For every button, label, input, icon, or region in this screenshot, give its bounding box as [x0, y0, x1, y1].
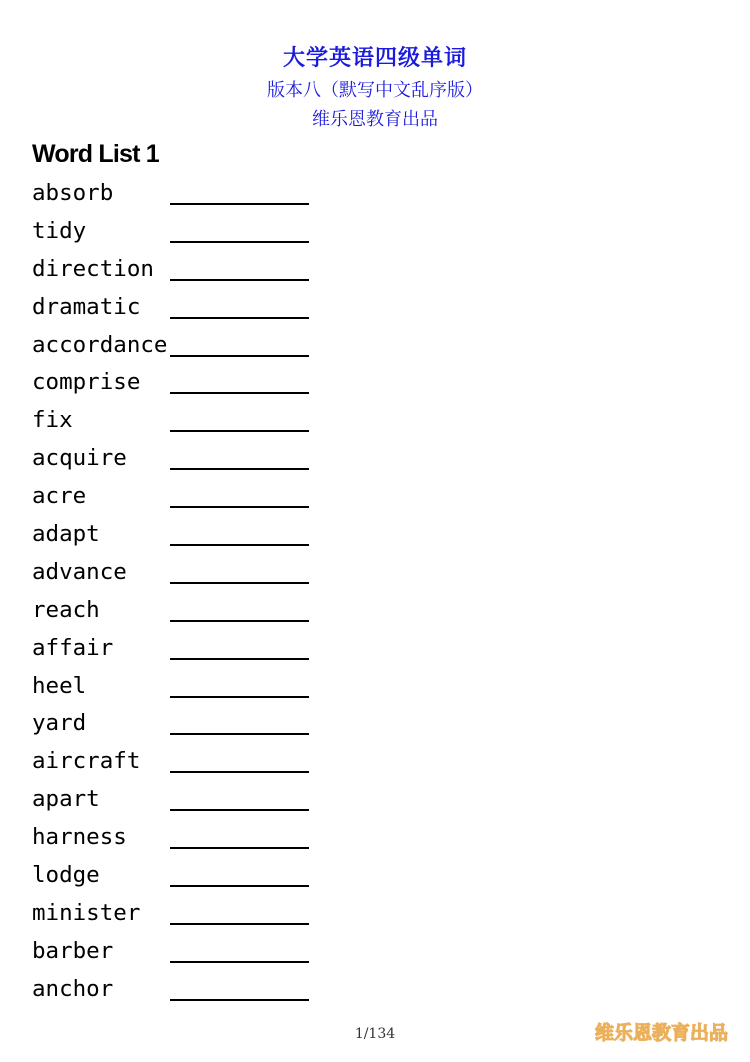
- vocabulary-word: harness: [32, 824, 127, 851]
- word-row: [32, 933, 332, 971]
- answer-blank: [170, 847, 309, 849]
- word-row: [32, 402, 332, 440]
- vocabulary-word: fix: [32, 407, 73, 434]
- word-row: [32, 743, 332, 781]
- word-row: [32, 630, 332, 668]
- word-row: [32, 175, 332, 213]
- page-number: 1/134: [354, 1026, 396, 1042]
- answer-blank: [170, 885, 309, 887]
- vocabulary-word: aircraft: [32, 748, 141, 775]
- vocabulary-word: dramatic: [32, 293, 141, 320]
- vocabulary-word: absorb: [32, 180, 114, 206]
- vocabulary-word: anchor: [32, 975, 114, 1002]
- document-subtitle: 版本八（默写中文乱序版）: [267, 80, 483, 101]
- word-row: [32, 554, 332, 592]
- answer-blank: [170, 392, 309, 394]
- answer-blank: [170, 696, 309, 698]
- word-row: [32, 705, 332, 743]
- word-row: [32, 440, 332, 478]
- answer-blank: [170, 355, 309, 357]
- publisher-line: 维乐恩教育出品: [312, 109, 438, 130]
- answer-blank: [170, 923, 309, 925]
- answer-blank: [170, 999, 309, 1001]
- document-header: [0, 42, 750, 134]
- vocabulary-word: heel: [32, 672, 87, 699]
- answer-blank: [170, 430, 309, 432]
- vocabulary-word: tidy: [32, 217, 87, 244]
- vocabulary-word: accordance: [32, 331, 168, 358]
- word-list-title: Word List 1: [32, 140, 159, 168]
- word-row: [32, 819, 332, 857]
- word-list: [32, 175, 332, 1009]
- vocabulary-word: affair: [32, 634, 114, 661]
- vocabulary-word: acquire: [32, 445, 127, 472]
- vocabulary-word: minister: [32, 899, 141, 926]
- answer-blank: [170, 658, 309, 660]
- word-row: [32, 327, 332, 365]
- answer-blank: [170, 506, 309, 508]
- word-row: [32, 364, 332, 402]
- answer-blank: [170, 733, 309, 735]
- answer-blank: [170, 241, 309, 243]
- word-row: [32, 857, 332, 895]
- answer-blank: [170, 279, 309, 281]
- answer-blank: [170, 620, 309, 622]
- vocabulary-word: adapt: [32, 521, 100, 548]
- answer-blank: [170, 961, 309, 963]
- vocabulary-word: direction: [32, 255, 154, 282]
- vocabulary-word: acre: [32, 483, 87, 510]
- answer-blank: [170, 582, 309, 584]
- vocabulary-word: advance: [32, 558, 127, 585]
- word-row: [32, 895, 332, 933]
- vocabulary-word: yard: [32, 710, 87, 737]
- answer-blank: [170, 771, 309, 773]
- answer-blank: [170, 317, 309, 319]
- word-row: [32, 971, 332, 1009]
- answer-blank: [170, 809, 309, 811]
- vocabulary-word: barber: [32, 937, 114, 964]
- word-row: [32, 516, 332, 554]
- watermark-logo: 维乐恩教育出品: [594, 1022, 728, 1044]
- word-row: [32, 668, 332, 706]
- vocabulary-word: lodge: [32, 862, 100, 889]
- vocabulary-word: comprise: [32, 369, 141, 396]
- answer-blank: [170, 203, 309, 205]
- document-title: 大学英语四级单词: [282, 46, 467, 71]
- word-row: [32, 478, 332, 516]
- answer-blank: [170, 468, 309, 470]
- vocabulary-word: apart: [32, 786, 100, 813]
- answer-blank: [170, 544, 309, 546]
- word-row: [32, 251, 332, 289]
- word-row: [32, 289, 332, 327]
- word-row: [32, 213, 332, 251]
- word-row: [32, 592, 332, 630]
- vocabulary-word: reach: [32, 596, 100, 623]
- word-row: [32, 781, 332, 819]
